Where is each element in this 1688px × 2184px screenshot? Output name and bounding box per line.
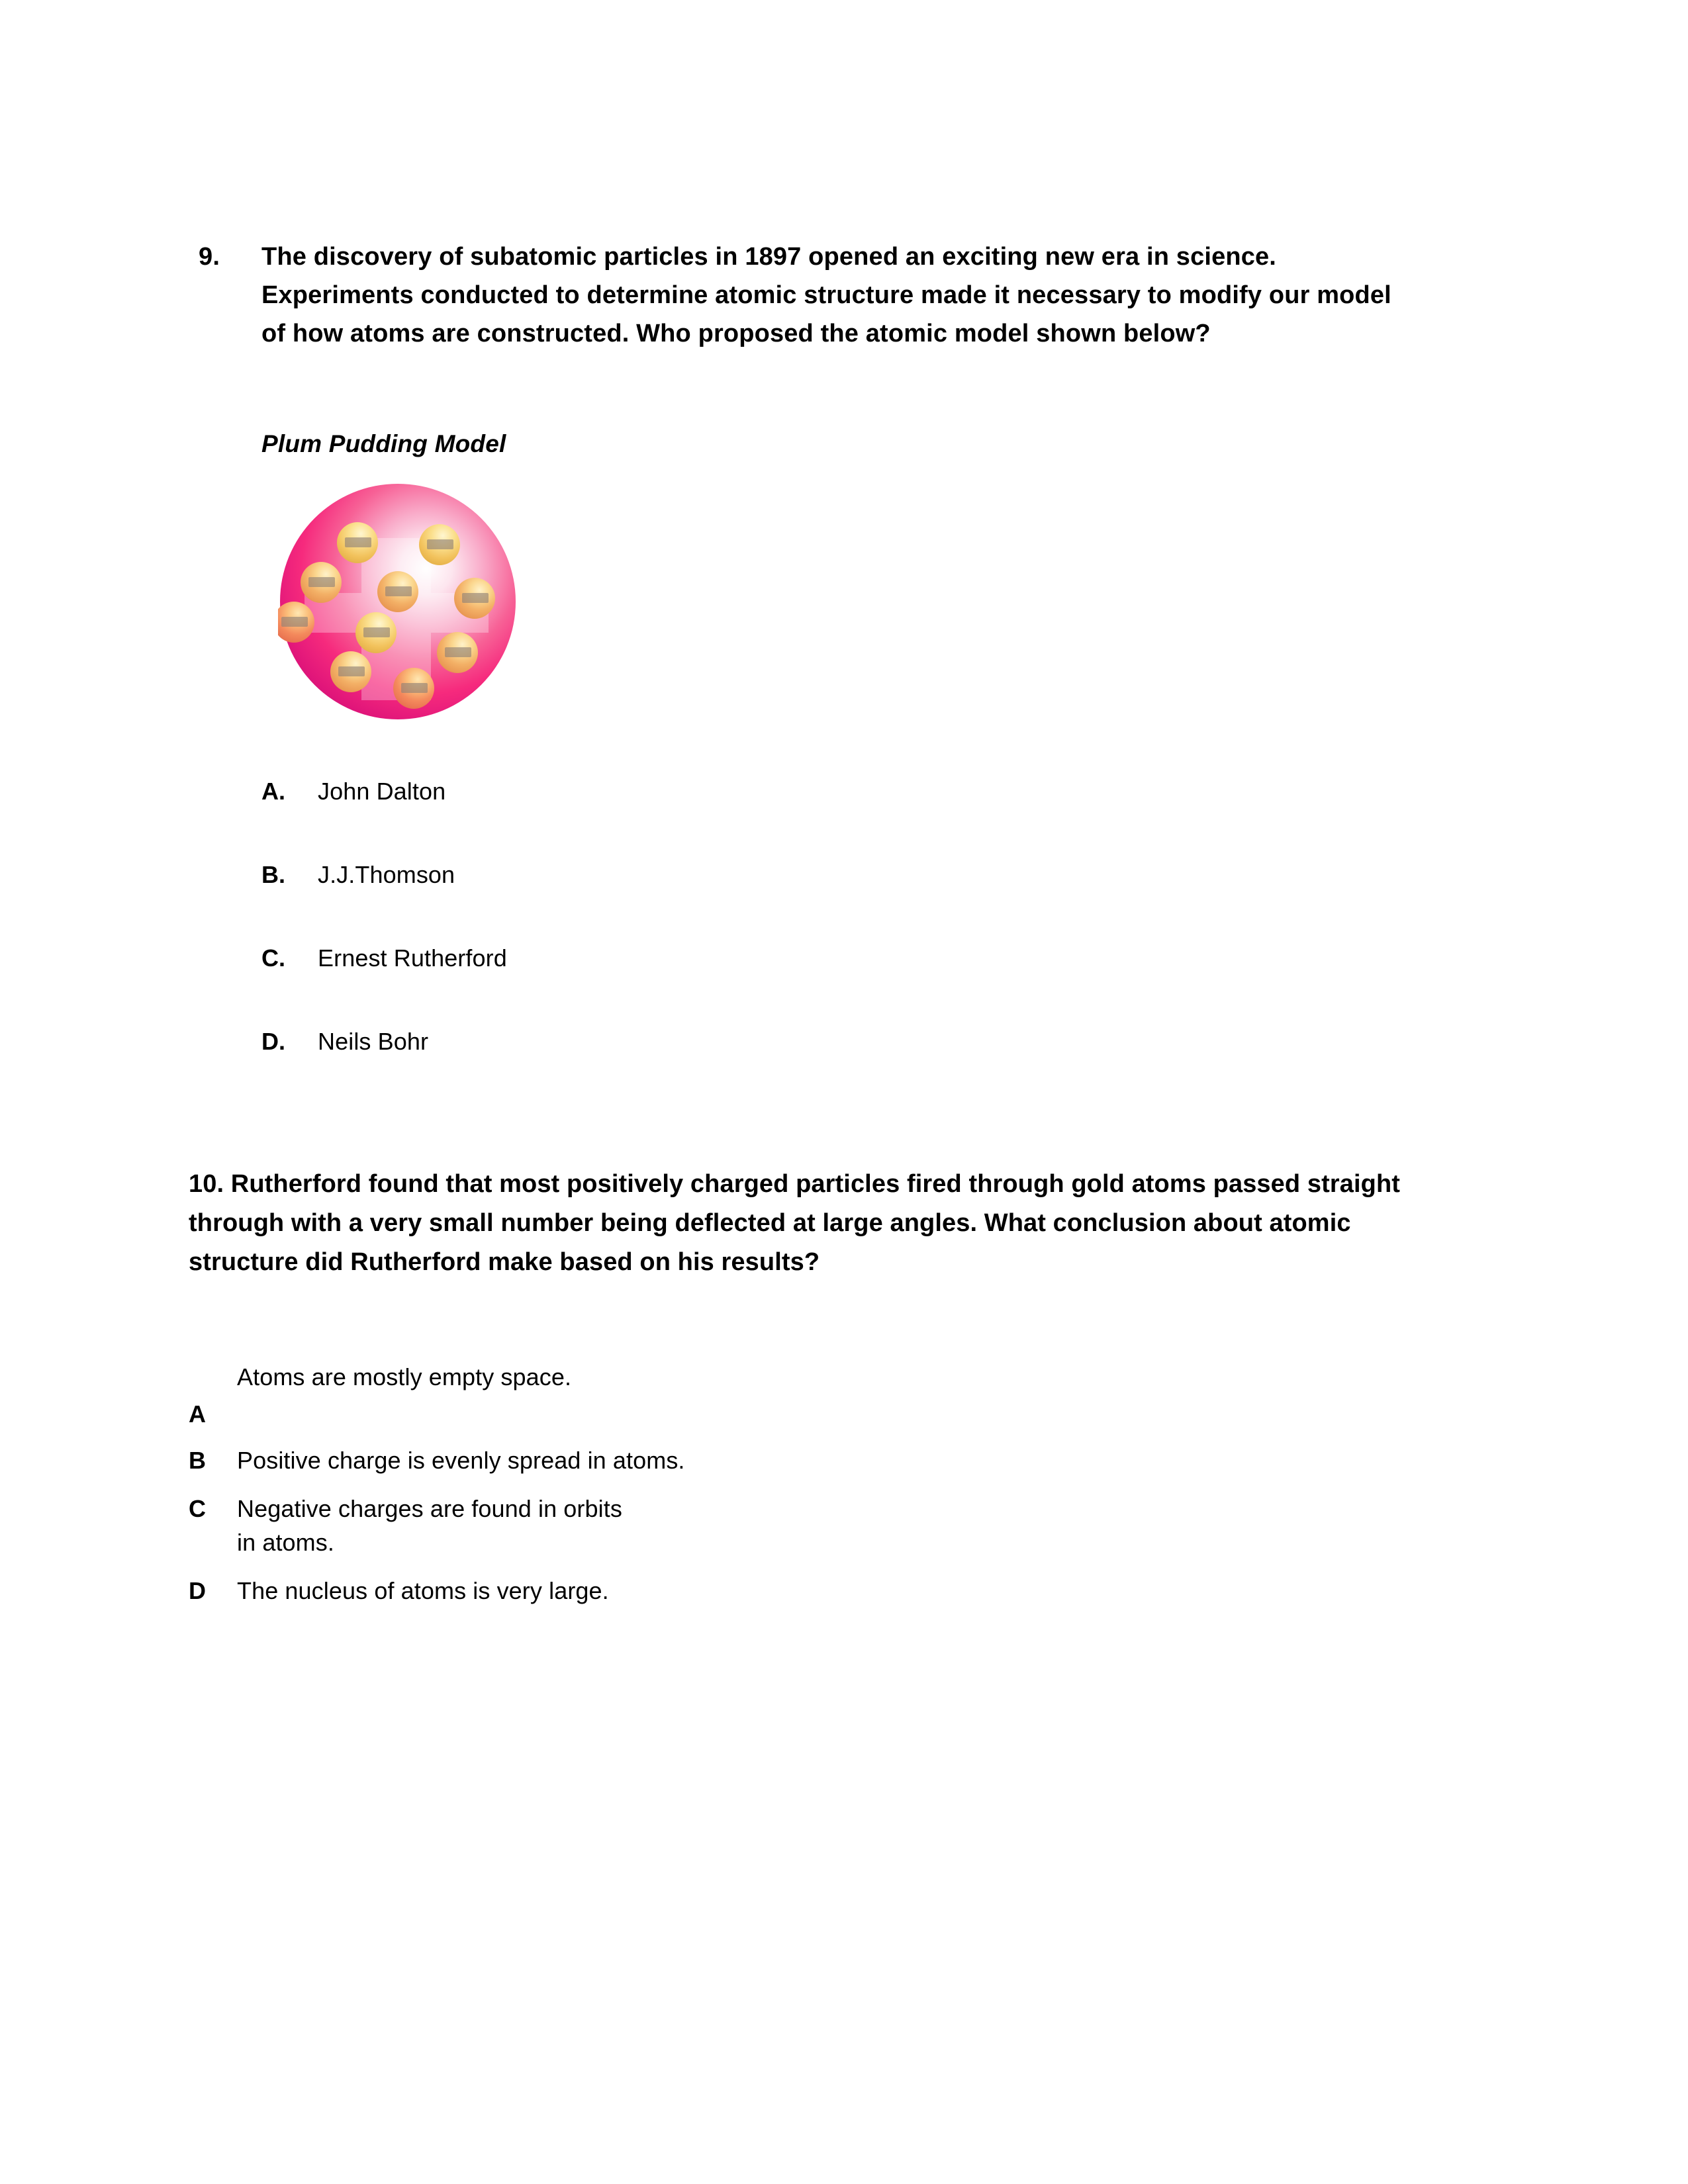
option-text: J.J.Thomson — [318, 861, 455, 888]
question-9 — [199, 238, 1397, 353]
electron — [377, 571, 418, 612]
electron — [337, 522, 378, 563]
question-10-option-b[interactable] — [189, 1443, 1182, 1477]
question-9-row — [199, 238, 1397, 353]
option-label: A. — [261, 778, 285, 805]
option-text: Positive charge is evenly spread in atoms. — [237, 1447, 685, 1474]
option-label: B. — [261, 861, 285, 888]
question-10-option-a[interactable] — [189, 1360, 1182, 1438]
electron — [301, 562, 342, 603]
option-label: D. — [261, 1028, 285, 1055]
electron — [355, 612, 397, 653]
option-label: A — [189, 1400, 206, 1428]
question-9-option-d[interactable] — [261, 1028, 1188, 1056]
option-text: Neils Bohr — [318, 1028, 429, 1055]
electron — [437, 632, 478, 673]
figure-caption-plum-pudding-model: Plum Pudding Model — [261, 430, 506, 457]
question-10-stem: 10. Rutherford found that most positively charged particles fired through gold atoms passed straight through with a very small number being deflected at large angles. What conclusion about atomic structure did Rutherford make based on his results? — [189, 1170, 1401, 1276]
question-9-option-c[interactable] — [261, 944, 1188, 972]
electron — [454, 578, 495, 619]
question-9-number: 9. — [199, 243, 220, 271]
electron — [393, 668, 434, 709]
option-text: Atoms are mostly empty space. — [237, 1363, 572, 1390]
option-label: B — [189, 1447, 206, 1474]
electron — [419, 524, 460, 565]
question-9-option-a[interactable] — [261, 778, 1188, 805]
question-9-option-b[interactable] — [261, 861, 1188, 889]
option-text: The nucleus of atoms is very large. — [237, 1577, 609, 1605]
electron — [330, 651, 371, 692]
question-10-options — [189, 1360, 1182, 1622]
question-9-options — [261, 778, 1188, 1056]
question-9-stem: The discovery of subatomic particles in 1897 opened an exciting new era in science. Experiments conducted to determine atomic structure made it necessary to modify our model of how atoms are constructed. Who proposed the atomic model shown below? — [261, 243, 1391, 347]
option-label: C — [189, 1495, 206, 1523]
option-text: Ernest Rutherford — [318, 944, 507, 972]
atom-diagram-svg — [278, 482, 518, 721]
question-10-option-d[interactable] — [189, 1574, 1182, 1608]
question-10 — [189, 1165, 1403, 1282]
option-text: John Dalton — [318, 778, 446, 805]
option-label: D — [189, 1577, 206, 1605]
option-label: C. — [261, 944, 285, 972]
option-text: Negative charges are found in orbits in atoms. — [237, 1495, 622, 1557]
question-10-option-c[interactable] — [189, 1492, 1182, 1559]
plum-pudding-atom-figure — [278, 482, 518, 721]
